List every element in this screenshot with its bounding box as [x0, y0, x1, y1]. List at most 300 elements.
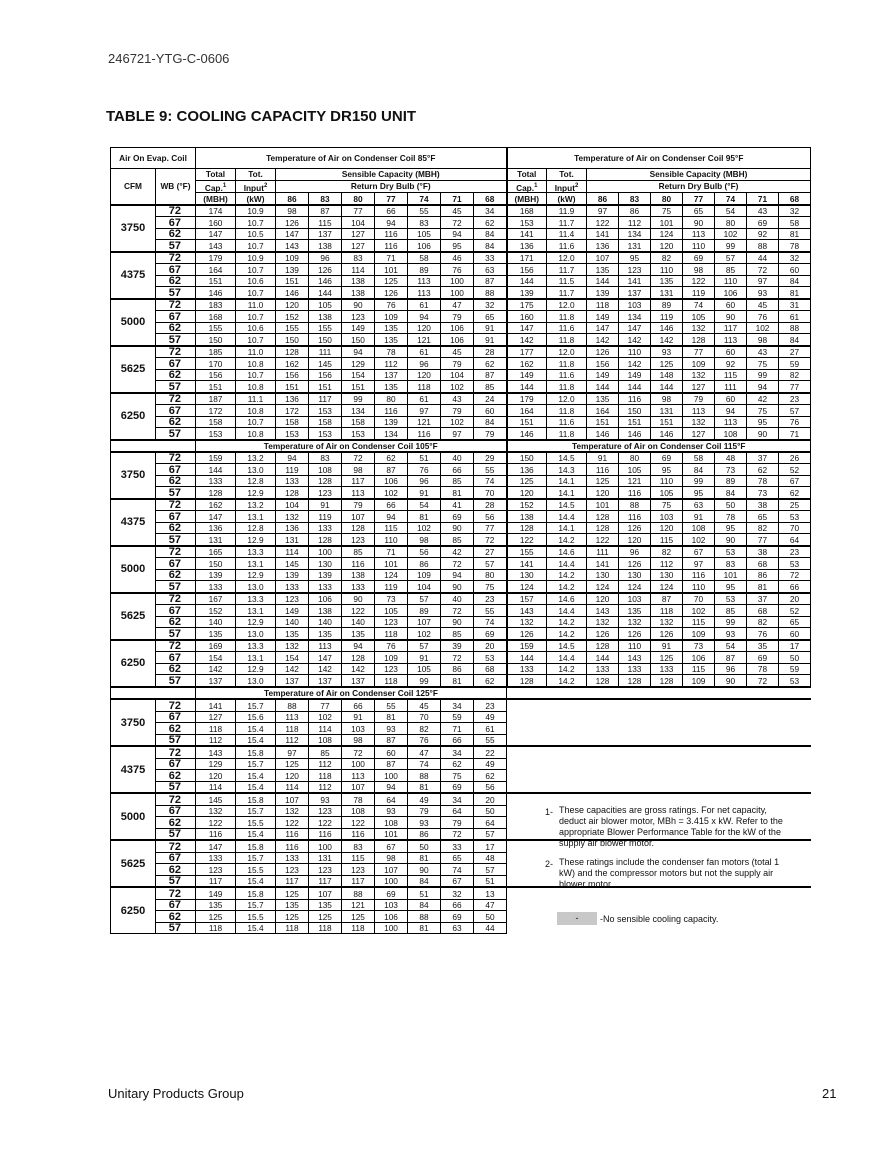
data-cell: 149 — [587, 369, 619, 381]
data-cell: 62 — [375, 452, 408, 464]
data-cell: 142 — [309, 663, 342, 675]
data-cell: 116 — [619, 511, 651, 523]
wb-cell: 67 — [156, 264, 196, 276]
data-cell: 94 — [441, 228, 474, 240]
data-cell: 133 — [342, 581, 375, 593]
data-cell: 10.7 — [236, 311, 276, 323]
data-cell: 164 — [196, 264, 236, 276]
data-cell: 106 — [408, 240, 441, 252]
data-cell: 105 — [683, 311, 715, 323]
data-cell: 131 — [196, 534, 236, 546]
data-cell: 70 — [408, 711, 441, 723]
data-cell: 107 — [309, 887, 342, 899]
data-cell: 106 — [375, 911, 408, 923]
data-cell: 115 — [342, 852, 375, 864]
data-cell: 115 — [651, 534, 683, 546]
wb-cell: 72 — [156, 699, 196, 711]
wb-cell: 62 — [156, 770, 196, 782]
data-cell: 13.0 — [236, 464, 276, 476]
table-row — [111, 558, 811, 570]
table-row — [111, 287, 811, 299]
data-cell: 52 — [779, 605, 811, 617]
data-cell: 110 — [619, 640, 651, 652]
legend-swatch: - — [557, 912, 597, 925]
data-cell: 109 — [408, 569, 441, 581]
data-cell: 113 — [408, 287, 441, 299]
data-cell: 72 — [747, 675, 779, 687]
data-cell: 85 — [342, 546, 375, 558]
data-cell: 142 — [196, 663, 236, 675]
data-cell: 29 — [474, 452, 507, 464]
data-cell: 13.2 — [236, 499, 276, 511]
data-cell: 45 — [441, 205, 474, 217]
data-cell: 75 — [474, 581, 507, 593]
data-cell: 10.6 — [236, 322, 276, 334]
db-header: 83 — [619, 193, 651, 205]
wb-cell: 57 — [156, 287, 196, 299]
data-cell: 135 — [651, 275, 683, 287]
data-cell: 120 — [276, 770, 309, 782]
data-cell: 10.8 — [236, 428, 276, 440]
data-cell: 127 — [342, 228, 375, 240]
data-cell: 112 — [196, 734, 236, 746]
data-cell: 103 — [342, 723, 375, 735]
data-cell: 102 — [747, 322, 779, 334]
data-cell: 10.8 — [236, 381, 276, 393]
data-cell: 88 — [408, 911, 441, 923]
data-cell: 126 — [587, 346, 619, 358]
data-cell: 87 — [375, 734, 408, 746]
data-cell: 99 — [683, 475, 715, 487]
data-cell: 135 — [375, 381, 408, 393]
data-cell: 81 — [441, 487, 474, 499]
data-cell: 108 — [715, 428, 747, 440]
data-cell: 54 — [715, 640, 747, 652]
data-cell: 62 — [474, 675, 507, 687]
wb-cell: 57 — [156, 381, 196, 393]
data-cell: 82 — [779, 369, 811, 381]
data-cell: 128 — [276, 346, 309, 358]
data-cell: 23 — [779, 546, 811, 558]
table-row — [111, 311, 811, 323]
data-cell: 11.0 — [236, 299, 276, 311]
wb-cell: 67 — [156, 558, 196, 570]
data-cell: 144 — [587, 652, 619, 664]
data-cell: 147 — [507, 322, 547, 334]
table-row — [111, 464, 811, 476]
db-header: 77 — [683, 193, 715, 205]
data-cell: 140 — [276, 616, 309, 628]
table-row — [111, 663, 811, 675]
data-cell: 91 — [309, 499, 342, 511]
data-cell: 124 — [375, 569, 408, 581]
table-row — [111, 640, 811, 652]
table-row — [111, 616, 811, 628]
section-spacer — [111, 687, 196, 700]
document-id: 246721-YTG-C-0606 — [108, 51, 230, 66]
data-cell: 132 — [619, 616, 651, 628]
data-cell: 95 — [619, 252, 651, 264]
data-cell: 117 — [342, 875, 375, 887]
data-cell: 52 — [779, 464, 811, 476]
data-cell: 10.7 — [236, 416, 276, 428]
data-cell: 162 — [196, 499, 236, 511]
table-title: TABLE 9: COOLING CAPACITY DR150 UNIT — [106, 108, 417, 125]
data-cell: 59 — [779, 358, 811, 370]
wb-cell: 57 — [156, 428, 196, 440]
data-cell: 103 — [651, 511, 683, 523]
data-cell: 94 — [715, 405, 747, 417]
data-cell: 12.0 — [547, 299, 587, 311]
data-cell: 119 — [651, 311, 683, 323]
data-cell: 50 — [474, 911, 507, 923]
data-cell: 143 — [196, 240, 236, 252]
data-cell: 72 — [441, 558, 474, 570]
data-cell: 113 — [715, 334, 747, 346]
data-cell: 80 — [375, 393, 408, 405]
data-cell: 153 — [342, 428, 375, 440]
data-cell: 168 — [196, 311, 236, 323]
data-cell: 45 — [408, 699, 441, 711]
db-header: 74 — [408, 193, 441, 205]
data-cell: 146 — [651, 428, 683, 440]
data-cell: 111 — [309, 346, 342, 358]
data-cell: 45 — [441, 346, 474, 358]
data-cell: 13.0 — [236, 581, 276, 593]
data-cell: 63 — [474, 264, 507, 276]
data-cell: 90 — [715, 675, 747, 687]
data-cell: 117 — [342, 475, 375, 487]
data-cell: 11.6 — [547, 416, 587, 428]
data-cell: 105 — [408, 228, 441, 240]
wb-cell: 72 — [156, 499, 196, 511]
cfm-cell: 6250 — [111, 640, 156, 687]
data-cell: 33 — [441, 840, 474, 852]
data-cell: 128 — [587, 675, 619, 687]
wb-cell: 57 — [156, 334, 196, 346]
data-cell: 187 — [196, 393, 236, 405]
cfm-cell: 5625 — [111, 593, 156, 640]
data-cell: 120 — [196, 770, 236, 782]
data-cell: 65 — [441, 852, 474, 864]
table-row — [111, 217, 811, 229]
data-cell: 100 — [309, 840, 342, 852]
data-cell: 14.5 — [547, 452, 587, 464]
wb-cell: 67 — [156, 711, 196, 723]
data-cell: 107 — [587, 252, 619, 264]
section-spacer — [111, 440, 196, 452]
data-cell: 79 — [683, 393, 715, 405]
data-cell: 60 — [715, 346, 747, 358]
data-cell: 83 — [309, 452, 342, 464]
data-cell: 114 — [342, 264, 375, 276]
data-cell: 142 — [619, 334, 651, 346]
data-cell: 14.4 — [547, 652, 587, 664]
table-row — [111, 699, 811, 711]
data-cell: 142 — [651, 334, 683, 346]
data-cell: 13.3 — [236, 640, 276, 652]
data-cell: 116 — [342, 558, 375, 570]
table-row — [111, 393, 811, 405]
data-cell: 105 — [619, 464, 651, 476]
data-cell: 39 — [441, 640, 474, 652]
data-cell: 20 — [474, 793, 507, 805]
data-cell: 102 — [408, 522, 441, 534]
data-cell: 116 — [309, 828, 342, 840]
data-cell: 127 — [196, 711, 236, 723]
data-cell: 151 — [507, 416, 547, 428]
data-cell: 97 — [683, 558, 715, 570]
data-cell: 81 — [747, 581, 779, 593]
data-cell: 131 — [651, 405, 683, 417]
data-cell: 110 — [619, 346, 651, 358]
table-row — [111, 593, 811, 605]
data-cell: 112 — [375, 358, 408, 370]
data-cell: 86 — [747, 569, 779, 581]
wb-cell: 67 — [156, 805, 196, 817]
data-cell: 14.2 — [547, 675, 587, 687]
data-cell: 185 — [196, 346, 236, 358]
data-cell: 57 — [408, 593, 441, 605]
data-cell: 116 — [196, 828, 236, 840]
data-cell: 126 — [309, 264, 342, 276]
data-cell: 123 — [276, 864, 309, 876]
data-cell: 84 — [408, 875, 441, 887]
data-cell: 115 — [309, 217, 342, 229]
data-cell: 116 — [375, 240, 408, 252]
wb-cell: 67 — [156, 511, 196, 523]
data-cell: 165 — [196, 546, 236, 558]
data-cell: 15.7 — [236, 699, 276, 711]
data-cell: 83 — [342, 252, 375, 264]
data-cell: 142 — [619, 358, 651, 370]
data-cell: 14.2 — [547, 581, 587, 593]
data-cell: 59 — [441, 711, 474, 723]
data-cell: 94 — [342, 640, 375, 652]
data-cell: 90 — [408, 864, 441, 876]
data-cell: 151 — [196, 275, 236, 287]
wb-cell: 72 — [156, 546, 196, 558]
data-cell: 158 — [276, 416, 309, 428]
data-cell: 123 — [196, 864, 236, 876]
data-cell: 108 — [309, 464, 342, 476]
data-cell: 13.3 — [236, 593, 276, 605]
data-cell: 14.4 — [547, 558, 587, 570]
data-cell: 139 — [507, 287, 547, 299]
data-cell: 76 — [779, 416, 811, 428]
data-cell: 57 — [408, 640, 441, 652]
table-row — [111, 781, 811, 793]
data-cell: 126 — [651, 628, 683, 640]
data-cell: 73 — [747, 487, 779, 499]
data-cell: 49 — [474, 758, 507, 770]
data-cell: 141 — [507, 558, 547, 570]
data-cell: 61 — [779, 311, 811, 323]
data-cell: 122 — [309, 817, 342, 829]
data-cell: 14.1 — [547, 522, 587, 534]
condenser-105-header: Temperature of Air on Condenser Coil 105°F — [196, 440, 507, 452]
data-cell: 93 — [408, 817, 441, 829]
data-cell: 151 — [276, 381, 309, 393]
data-cell: 133 — [196, 852, 236, 864]
rdb-header: Return Dry Bulb (°F) — [276, 180, 507, 193]
data-cell: 67 — [441, 875, 474, 887]
data-cell: 131 — [276, 534, 309, 546]
data-cell: 97 — [747, 275, 779, 287]
data-cell: 117 — [715, 322, 747, 334]
table-row — [111, 358, 811, 370]
data-cell: 175 — [507, 299, 547, 311]
data-cell: 47 — [474, 899, 507, 911]
db-header: 71 — [747, 193, 779, 205]
data-cell: 57 — [474, 558, 507, 570]
data-cell: 55 — [474, 464, 507, 476]
data-cell: 107 — [342, 511, 375, 523]
cfm-cell: 6250 — [111, 393, 156, 440]
data-cell: 84 — [683, 464, 715, 476]
data-cell: 100 — [375, 770, 408, 782]
data-cell: 54 — [715, 205, 747, 217]
data-cell: 106 — [375, 475, 408, 487]
data-cell: 85 — [441, 628, 474, 640]
wb-cell: 67 — [156, 405, 196, 417]
data-cell: 58 — [408, 252, 441, 264]
data-cell: 126 — [276, 217, 309, 229]
data-cell: 108 — [309, 734, 342, 746]
data-cell: 79 — [441, 358, 474, 370]
data-cell: 149 — [196, 887, 236, 899]
condenser-125-header: Temperature of Air on Condenser Coil 125°F — [196, 687, 507, 700]
data-cell: 118 — [309, 770, 342, 782]
data-cell: 77 — [342, 205, 375, 217]
data-cell: 138 — [309, 605, 342, 617]
data-cell: 73 — [715, 464, 747, 476]
data-cell: 124 — [587, 581, 619, 593]
data-cell: 144 — [507, 275, 547, 287]
data-cell: 120 — [408, 322, 441, 334]
data-cell: 79 — [441, 311, 474, 323]
data-cell: 86 — [408, 828, 441, 840]
data-cell: 141 — [619, 275, 651, 287]
data-cell: 139 — [309, 569, 342, 581]
data-cell: 93 — [651, 346, 683, 358]
data-cell: 146 — [619, 428, 651, 440]
data-cell: 54 — [408, 499, 441, 511]
data-cell: 14.5 — [547, 640, 587, 652]
data-cell: 140 — [196, 616, 236, 628]
data-cell: 48 — [715, 452, 747, 464]
data-cell: 151 — [587, 416, 619, 428]
data-cell: 124 — [619, 581, 651, 593]
data-cell: 153 — [276, 428, 309, 440]
legend — [557, 912, 718, 925]
data-cell: 23 — [474, 593, 507, 605]
data-cell: 118 — [651, 605, 683, 617]
wb-cell: 62 — [156, 569, 196, 581]
wb-cell: 62 — [156, 322, 196, 334]
data-cell: 125 — [507, 475, 547, 487]
data-cell: 73 — [683, 640, 715, 652]
data-cell: 116 — [276, 840, 309, 852]
data-cell: 150 — [196, 334, 236, 346]
data-cell: 121 — [342, 899, 375, 911]
data-cell: 84 — [779, 275, 811, 287]
data-cell: 149 — [587, 311, 619, 323]
data-cell: 115 — [683, 616, 715, 628]
wb-cell: 72 — [156, 887, 196, 899]
data-cell: 15.4 — [236, 723, 276, 735]
data-cell: 113 — [408, 275, 441, 287]
total-header: Total — [507, 169, 547, 181]
data-cell: 57 — [474, 828, 507, 840]
wb-cell: 57 — [156, 781, 196, 793]
data-cell: 109 — [683, 675, 715, 687]
data-cell: 82 — [747, 616, 779, 628]
data-cell: 101 — [587, 499, 619, 511]
data-cell: 118 — [309, 922, 342, 934]
data-cell: 81 — [779, 287, 811, 299]
data-cell: 110 — [651, 475, 683, 487]
data-cell: 15.6 — [236, 711, 276, 723]
data-cell: 47 — [441, 299, 474, 311]
data-cell: 133 — [651, 663, 683, 675]
data-cell: 128 — [651, 675, 683, 687]
data-cell: 96 — [715, 663, 747, 675]
wb-cell: 67 — [156, 758, 196, 770]
data-cell: 97 — [587, 205, 619, 217]
data-cell: 157 — [507, 593, 547, 605]
data-cell: 20 — [779, 593, 811, 605]
data-cell: 116 — [276, 828, 309, 840]
table-row — [111, 675, 811, 687]
data-cell: 149 — [276, 605, 309, 617]
data-cell: 102 — [309, 711, 342, 723]
data-cell: 102 — [441, 416, 474, 428]
data-cell: 135 — [375, 322, 408, 334]
data-cell: 127 — [683, 428, 715, 440]
data-cell: 71 — [375, 546, 408, 558]
data-cell: 144 — [587, 275, 619, 287]
data-cell: 79 — [474, 428, 507, 440]
data-cell: 47 — [408, 746, 441, 758]
data-cell: 150 — [276, 334, 309, 346]
data-cell: 135 — [309, 899, 342, 911]
data-cell: 14.4 — [547, 605, 587, 617]
data-cell: 99 — [747, 369, 779, 381]
wb-cell: 72 — [156, 252, 196, 264]
data-cell: 74 — [683, 299, 715, 311]
data-cell: 69 — [474, 628, 507, 640]
data-cell: 90 — [342, 593, 375, 605]
data-cell: 113 — [683, 228, 715, 240]
table-row — [111, 275, 811, 287]
data-cell: 10.8 — [236, 405, 276, 417]
data-cell: 112 — [276, 734, 309, 746]
data-cell: 128 — [309, 534, 342, 546]
data-cell: 94 — [375, 511, 408, 523]
table-row — [111, 511, 811, 523]
data-cell: 122 — [196, 817, 236, 829]
data-cell: 94 — [375, 781, 408, 793]
note-number: 2- — [545, 859, 554, 869]
data-cell: 123 — [342, 534, 375, 546]
data-cell: 85 — [309, 746, 342, 758]
data-cell: 11.0 — [236, 346, 276, 358]
data-cell: 120 — [587, 487, 619, 499]
data-cell: 135 — [587, 393, 619, 405]
input-header: Input$^2$ — [236, 180, 276, 193]
data-cell: 138 — [309, 311, 342, 323]
